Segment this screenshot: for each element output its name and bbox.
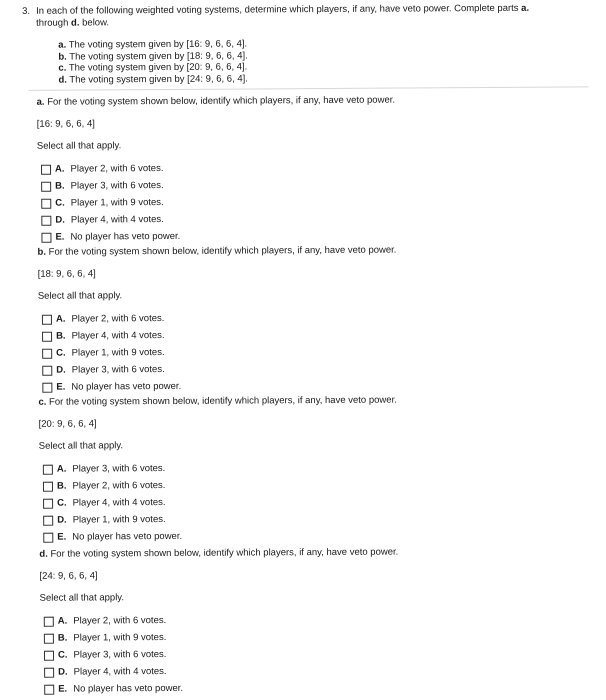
part-a-choice-a[interactable]: A. Player 2, with 6 votes.: [41, 160, 180, 178]
part-d-choice-c[interactable]: C. Player 3, with 6 votes.: [44, 646, 183, 664]
checkbox[interactable]: [42, 331, 52, 341]
part-a: [36, 93, 577, 243]
part-d-choice-e[interactable]: E. No player has veto power.: [44, 680, 183, 698]
question-header: [22, 2, 582, 28]
part-d-select-label: Select all that apply.: [39, 592, 125, 604]
checkbox[interactable]: [41, 198, 51, 208]
part-b-prompt: b. For the voting system shown below, identify which players, if any, have veto power.: [37, 244, 397, 258]
part-b-choice-c[interactable]: C. Player 1, with 9 votes.: [42, 344, 181, 362]
part-c-choice-a[interactable]: A. Player 3, with 6 votes.: [43, 460, 182, 478]
section-divider: [29, 86, 589, 90]
part-b-choice-e[interactable]: E. No player has veto power.: [42, 378, 181, 396]
part-d-choice-a[interactable]: A. Player 2, with 6 votes.: [44, 612, 183, 630]
part-c-choice-b[interactable]: B. Player 2, with 6 votes.: [43, 477, 182, 495]
question-bold-a: a.: [521, 2, 530, 14]
part-b-choice-a[interactable]: A. Player 2, with 6 votes.: [42, 310, 181, 328]
part-d-prompt: d. For the voting system shown below, identify which players, if any, have veto power.: [39, 546, 399, 560]
checkbox[interactable]: [42, 382, 52, 392]
system-line-d: d. The voting system given by [24: 9, 6, 6, 4].: [58, 72, 248, 86]
part-a-choices: [41, 160, 180, 246]
part-d-choice-d[interactable]: D. Player 4, with 4 votes.: [44, 663, 183, 681]
system-line-a: a. The voting system given by [16: 9, 6, 6, 4].: [58, 38, 248, 51]
part-a-choice-e[interactable]: E. No player has veto power.: [41, 228, 180, 246]
part-c-choice-c[interactable]: C. Player 4, with 4 votes.: [43, 494, 182, 512]
system-line-b: b. The voting system given by [18: 9, 6, 6, 4].: [58, 49, 248, 63]
checkbox[interactable]: [43, 515, 53, 525]
checkbox[interactable]: [41, 164, 51, 174]
part-b-choice-b[interactable]: B. Player 4, with 4 votes.: [42, 327, 181, 345]
checkbox[interactable]: [41, 181, 51, 191]
part-c-system: [20: 9, 6, 6, 4]: [38, 418, 97, 430]
part-a-prompt: a. For the voting system shown below, identify which players, if any, have veto power.: [36, 94, 396, 108]
part-c-choice-e[interactable]: E. No player has veto power.: [43, 528, 182, 546]
checkbox[interactable]: [44, 616, 54, 626]
part-a-choice-c[interactable]: C. Player 1, with 9 votes.: [41, 194, 180, 212]
part-a-choice-d[interactable]: D. Player 4, with 4 votes.: [41, 211, 180, 229]
question-text: [36, 2, 582, 28]
checkbox[interactable]: [43, 532, 53, 542]
part-c-prompt: c. For the voting system shown below, identify which players, if any, have veto power.: [38, 394, 397, 408]
checkbox[interactable]: [44, 667, 54, 677]
question-text-line2-post: below.: [79, 16, 110, 29]
checkbox[interactable]: [44, 633, 54, 643]
checkbox[interactable]: [42, 348, 52, 358]
part-a-select-label: Select all that apply.: [36, 140, 122, 152]
part-b-system: [18: 9, 6, 6, 4]: [37, 268, 96, 280]
part-d-choice-b[interactable]: B. Player 1, with 9 votes.: [44, 629, 183, 647]
part-c-choices: [43, 460, 182, 546]
system-line-c: c. The voting system given by [20: 9, 6, 6, 4].: [58, 61, 248, 74]
part-a-system: [16: 9, 6, 6, 4]: [36, 118, 95, 130]
checkbox[interactable]: [43, 464, 53, 474]
voting-systems-list: [58, 38, 248, 85]
question-number: 3.: [22, 5, 31, 17]
part-b-choice-d[interactable]: D. Player 3, with 6 votes.: [42, 361, 181, 379]
part-a-choice-b[interactable]: B. Player 3, with 6 votes.: [41, 177, 180, 195]
part-d-choices: [44, 612, 183, 698]
checkbox[interactable]: [43, 481, 53, 491]
question-text-line2-pre: through: [36, 17, 72, 29]
checkbox[interactable]: [44, 684, 54, 694]
checkbox[interactable]: [42, 365, 52, 375]
part-b-choices: [42, 310, 181, 396]
part-c-choice-d[interactable]: D. Player 1, with 9 votes.: [43, 511, 182, 529]
checkbox[interactable]: [43, 498, 53, 508]
part-d-system: [24: 9, 6, 6, 4]: [39, 570, 98, 582]
checkbox[interactable]: [42, 314, 52, 324]
part-c-select-label: Select all that apply.: [38, 440, 124, 452]
part-d: [39, 545, 579, 695]
checkbox[interactable]: [41, 215, 51, 225]
checkbox[interactable]: [41, 232, 51, 242]
question-text-main: In each of the following weighted voting systems, determine which players, if any, have veto power. Complete parts: [36, 2, 522, 17]
part-b-select-label: Select all that apply.: [37, 290, 123, 302]
question-bold-d: d.: [70, 17, 80, 29]
checkbox[interactable]: [44, 650, 54, 660]
